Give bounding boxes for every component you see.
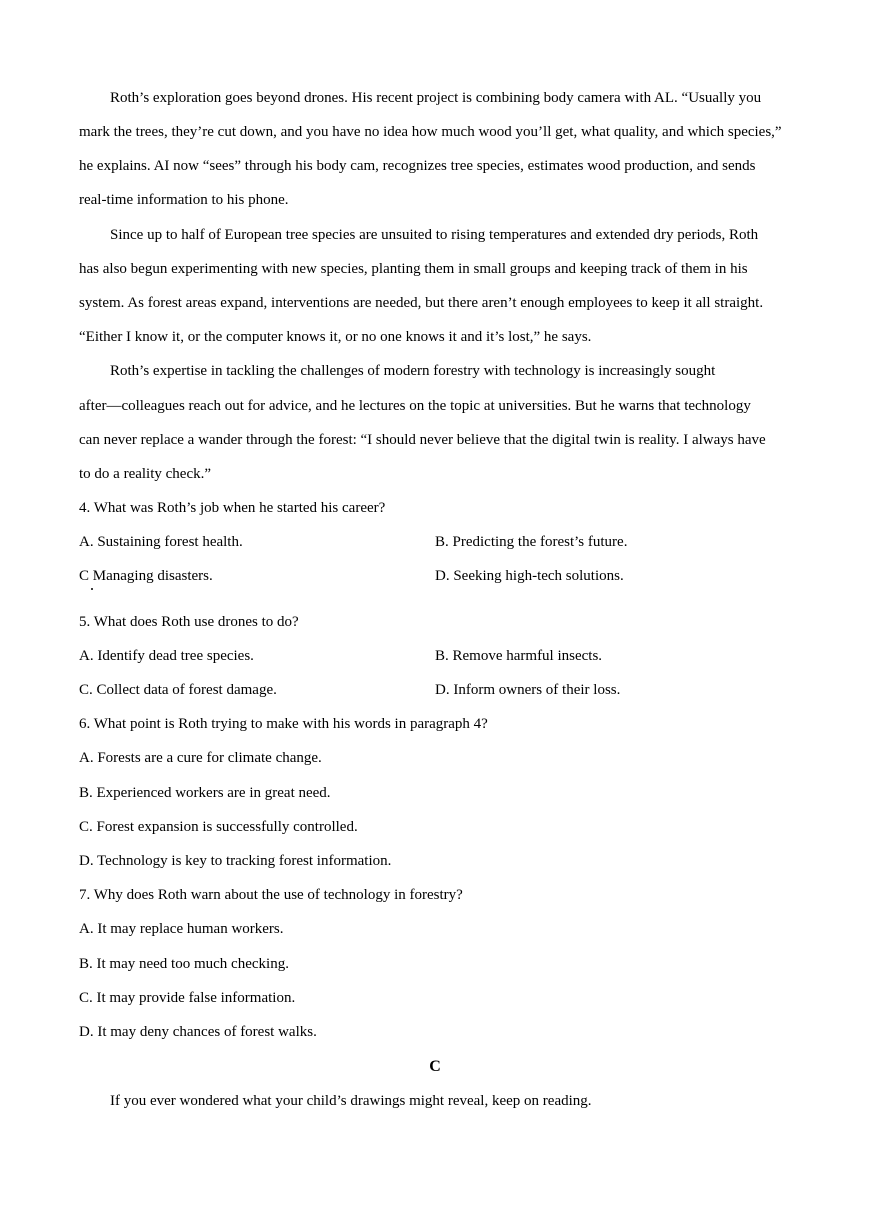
paragraph-1-line-2: mark the trees, they’re cut down, and you have no idea how much wood you’ll get, what quality, and which species,” <box>79 124 782 140</box>
question-7-option-b: B. It may need too much checking. <box>79 956 289 972</box>
paragraph-2-line-4: “Either I know it, or the computer knows it, or no one knows it and it’s lost,” he says. <box>79 329 592 345</box>
paragraph-2-line-2: has also begun experimenting with new species, planting them in small groups and keeping track of them in his <box>79 261 748 277</box>
question-7-stem: 7. Why does Roth warn about the use of technology in forestry? <box>79 887 463 903</box>
paragraph-3-line-4: to do a reality check.” <box>79 466 212 482</box>
paragraph-3-line-1: Roth’s expertise in tackling the challenges of modern forestry with technology is increasingly sought <box>110 363 716 379</box>
paragraph-3-line-2: after—colleagues reach out for advice, and he lectures on the topic at universities. But he warns that technology <box>79 398 751 414</box>
question-7-option-d: D. It may deny chances of forest walks. <box>79 1024 317 1040</box>
question-6-stem: 6. What point is Roth trying to make with his words in paragraph 4? <box>79 716 488 732</box>
question-4-option-c: C Managing disasters. <box>79 568 213 584</box>
stray-dot-mark <box>91 588 93 590</box>
question-4-option-b: B. Predicting the forest’s future. <box>435 534 628 550</box>
question-6-option-c: C. Forest expansion is successfully controlled. <box>79 819 358 835</box>
question-5-option-b: B. Remove harmful insects. <box>435 648 603 664</box>
paragraph-3-line-3: can never replace a wander through the forest: “I should never believe that the digital twin is reality. I always have <box>79 432 766 448</box>
question-4-stem: 4. What was Roth’s job when he started his career? <box>79 500 386 516</box>
question-4-option-d: D. Seeking high-tech solutions. <box>435 568 624 584</box>
question-4-option-a: A. Sustaining forest health. <box>79 534 243 550</box>
paragraph-1-line-3: he explains. AI now “sees” through his body cam, recognizes tree species, estimates wood production, and sends <box>79 158 756 174</box>
section-c-intro: If you ever wondered what your child’s drawings might reveal, keep on reading. <box>110 1093 592 1109</box>
paragraph-2-line-3: system. As forest areas expand, interventions are needed, but there aren’t enough employees to keep it all straight. <box>79 295 764 311</box>
paragraph-2-line-1: Since up to half of European tree species are unsuited to rising temperatures and extended dry periods, Roth <box>110 227 759 243</box>
question-6-option-b: B. Experienced workers are in great need. <box>79 785 331 801</box>
question-7-option-c: C. It may provide false information. <box>79 990 296 1006</box>
question-6-option-a: A. Forests are a cure for climate change. <box>79 750 322 766</box>
question-5-option-c: C. Collect data of forest damage. <box>79 682 277 698</box>
paragraph-1-line-1: Roth’s exploration goes beyond drones. His recent project is combining body camera with AL. “Usually you <box>110 90 762 106</box>
question-5-option-a: A. Identify dead tree species. <box>79 648 254 664</box>
question-5-stem: 5. What does Roth use drones to do? <box>79 614 299 630</box>
question-7-option-a: A. It may replace human workers. <box>79 921 284 937</box>
section-c-heading: C <box>429 1058 441 1075</box>
document-page <box>79 0 819 1230</box>
paragraph-1-line-4: real-time information to his phone. <box>79 192 289 208</box>
question-5-option-d: D. Inform owners of their loss. <box>435 682 621 698</box>
question-6-option-d: D. Technology is key to tracking forest information. <box>79 853 392 869</box>
